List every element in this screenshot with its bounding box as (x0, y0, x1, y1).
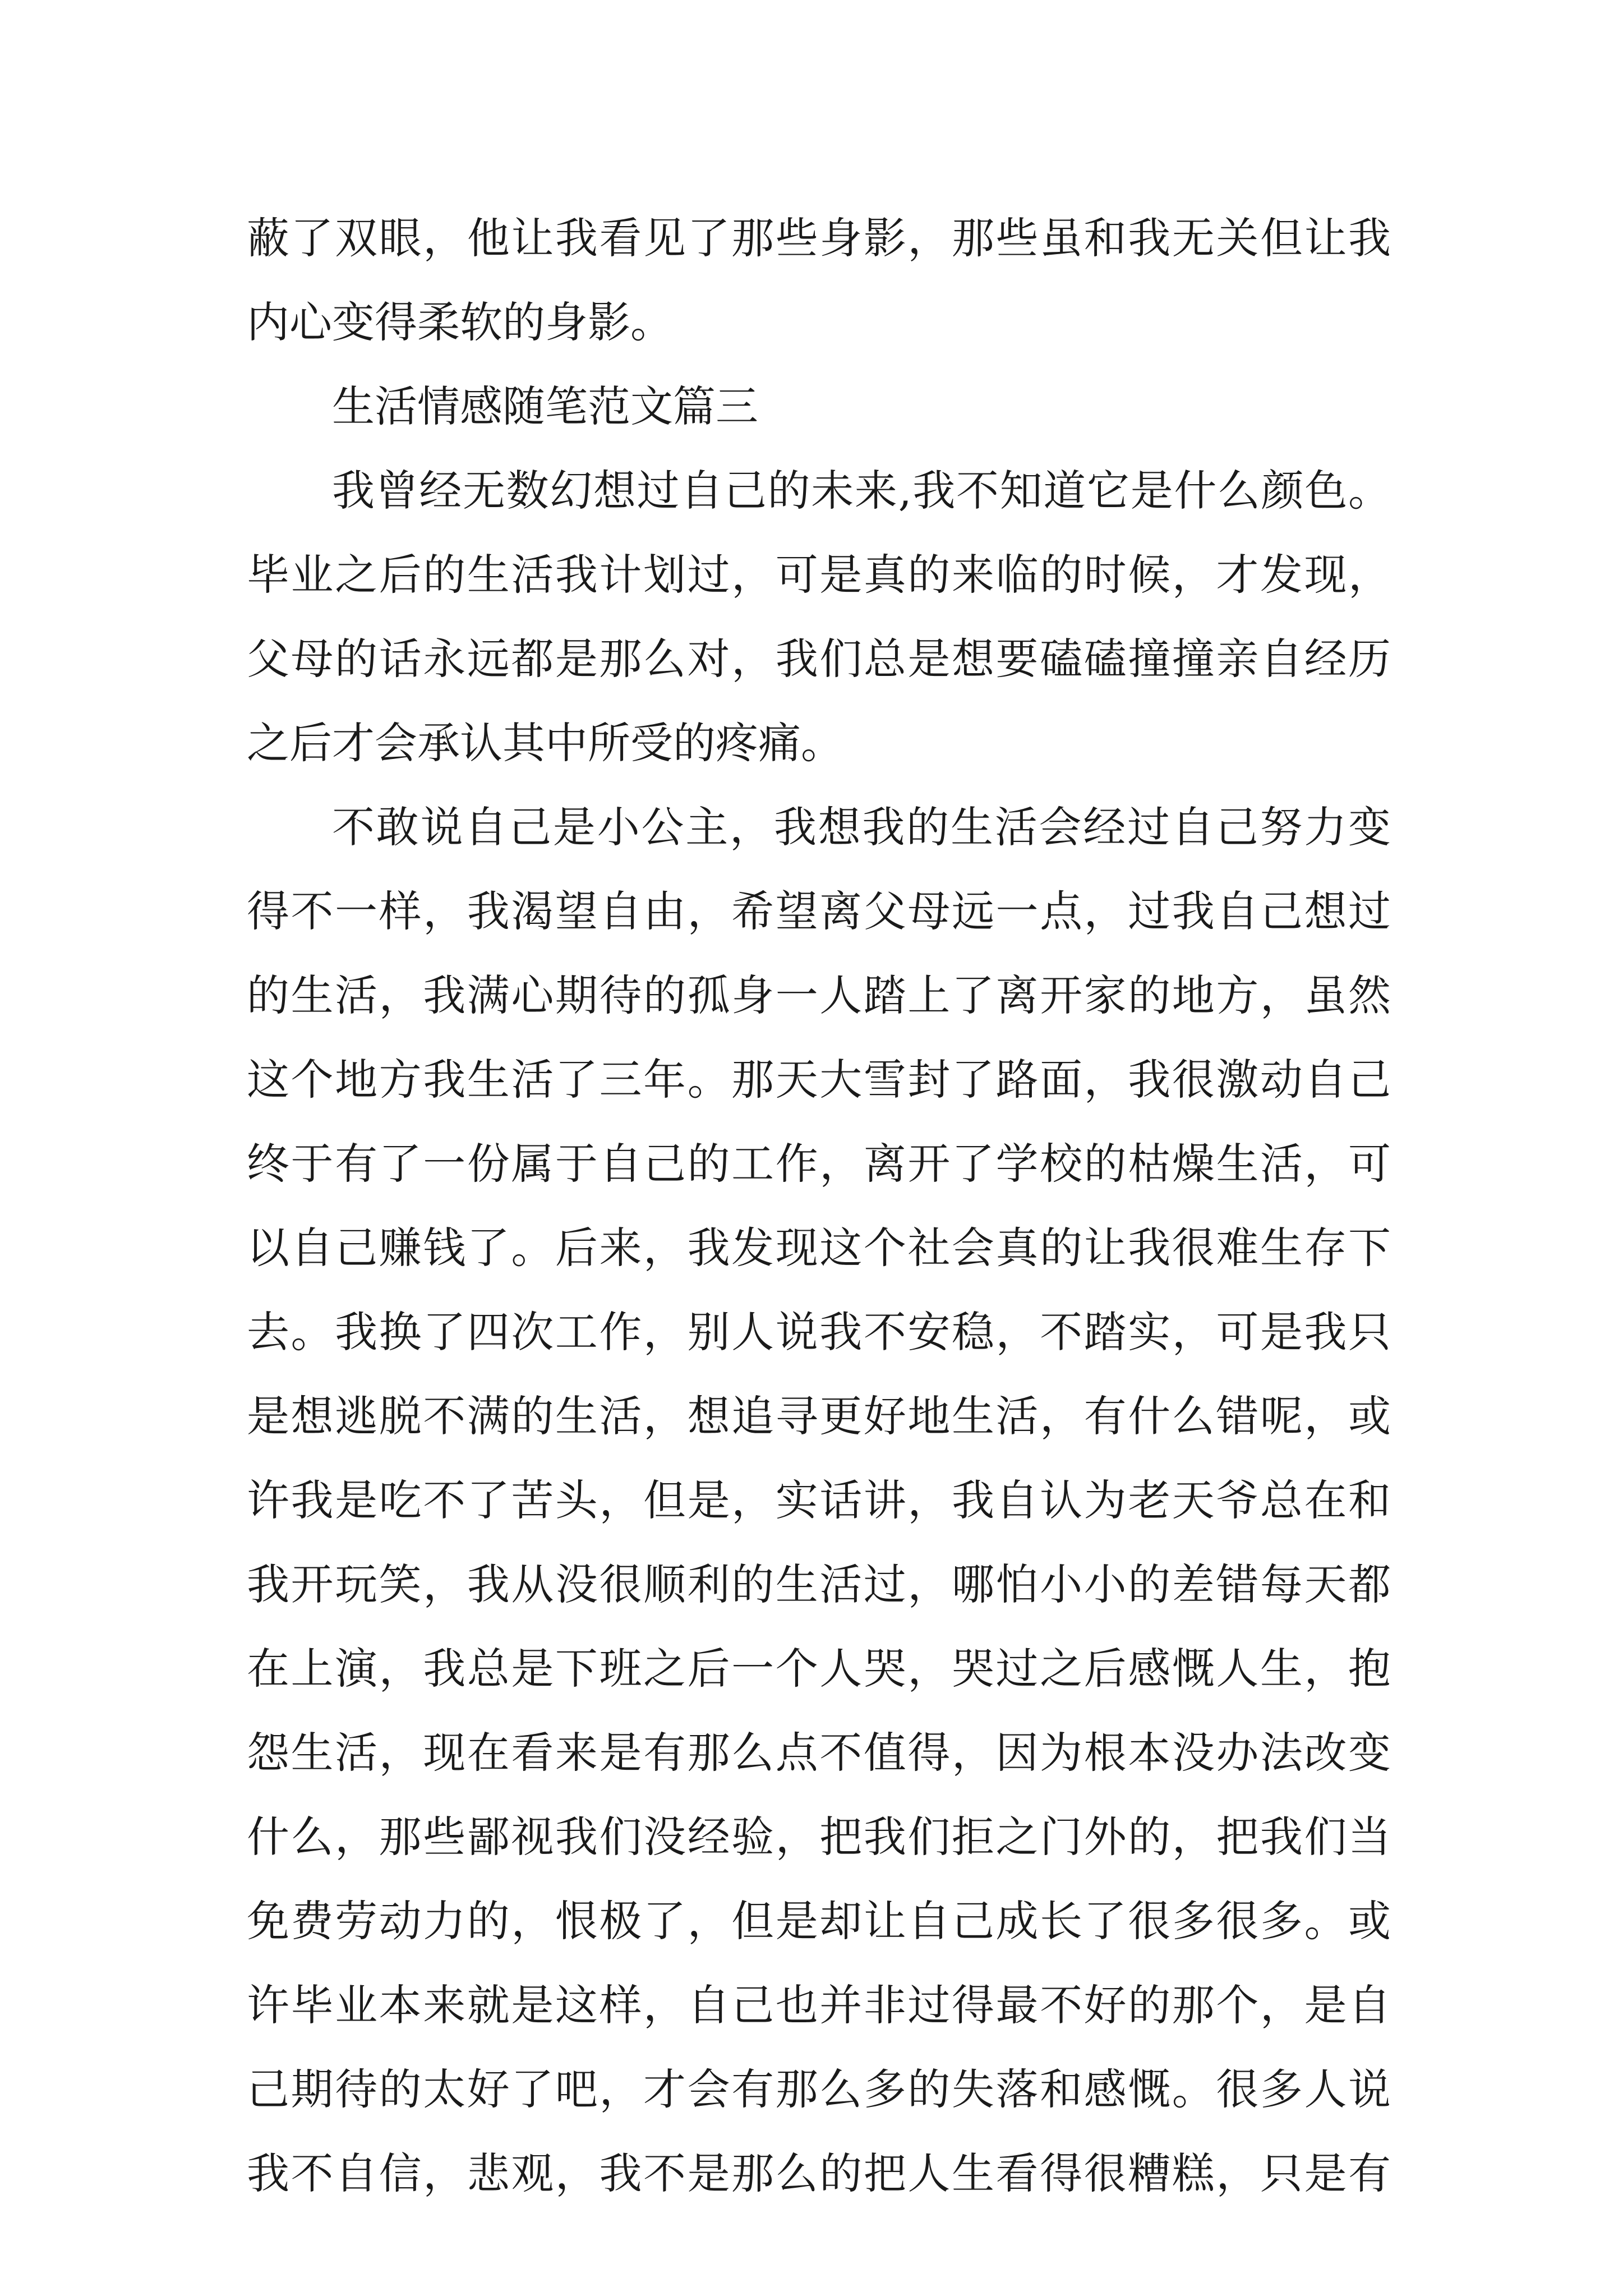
text-line: 这个地方我生活了三年。那天大雪封了路面，我很激动自己 (247, 1055, 1391, 1105)
text-line: 终于有了一份属于自己的工作，离开了学校的枯燥生活，可 (247, 1139, 1391, 1189)
body-text (247, 196, 1391, 2216)
text-line: 父母的话永远都是那么对，我们总是想要磕磕撞撞亲自经历 (247, 634, 1391, 684)
text-line: 什么，那些鄙视我们没经验，把我们拒之门外的，把我们当 (247, 1812, 1391, 1862)
text-line: 去。我换了四次工作，别人说我不安稳，不踏实，可是我只 (247, 1307, 1391, 1357)
paragraph-first-line: 不敢说自己是小公主，我想我的生活会经过自己努力变 (332, 802, 1391, 852)
text-line: 得不一样，我渴望自由，希望离父母远一点，过我自己想过 (247, 886, 1391, 936)
section-heading: 生活情感随笔范文篇三 (332, 381, 758, 431)
text-line: 我开玩笑，我从没很顺利的生活过，哪怕小小的差错每天都 (247, 1559, 1391, 1609)
text-line: 免费劳动力的，恨极了，但是却让自己成长了很多很多。或 (247, 1896, 1391, 1946)
text-line: 许我是吃不了苦头，但是，实话讲，我自认为老天爷总在和 (247, 1475, 1391, 1525)
text-line: 的生活，我满心期待的孤身一人踏上了离开家的地方，虽然 (247, 970, 1391, 1020)
text-line: 我不自信，悲观，我不是那么的把人生看得很糟糕，只是有 (247, 2148, 1391, 2198)
text-line: 在上演，我总是下班之后一个人哭，哭过之后感慨人生，抱 (247, 1644, 1391, 1694)
text-line: 以自己赚钱了。后来，我发现这个社会真的让我很难生存下 (247, 1223, 1391, 1273)
text-line: 之后才会承认其中所受的疼痛。 (247, 718, 843, 768)
paragraph-first-line: 我曾经无数幻想过自己的未来,我不知道它是什么颜色。 (332, 466, 1391, 516)
text-line: 许毕业本来就是这样，自己也并非过得最不好的那个，是自 (247, 1980, 1391, 2030)
text-line: 毕业之后的生活我计划过，可是真的来临的时候，才发现， (247, 550, 1391, 600)
text-line: 己期待的太好了吧，才会有那么多的失落和感慨。很多人说 (247, 2064, 1391, 2114)
text-line: 是想逃脱不满的生活，想追寻更好地生活，有什么错呢，或 (247, 1391, 1391, 1441)
text-line: 蔽了双眼，他让我看见了那些身影，那些虽和我无关但让我 (247, 213, 1391, 263)
text-line: 内心变得柔软的身影。 (247, 297, 673, 347)
text-line: 怨生活，现在看来是有那么点不值得，因为根本没办法改变 (247, 1728, 1391, 1778)
